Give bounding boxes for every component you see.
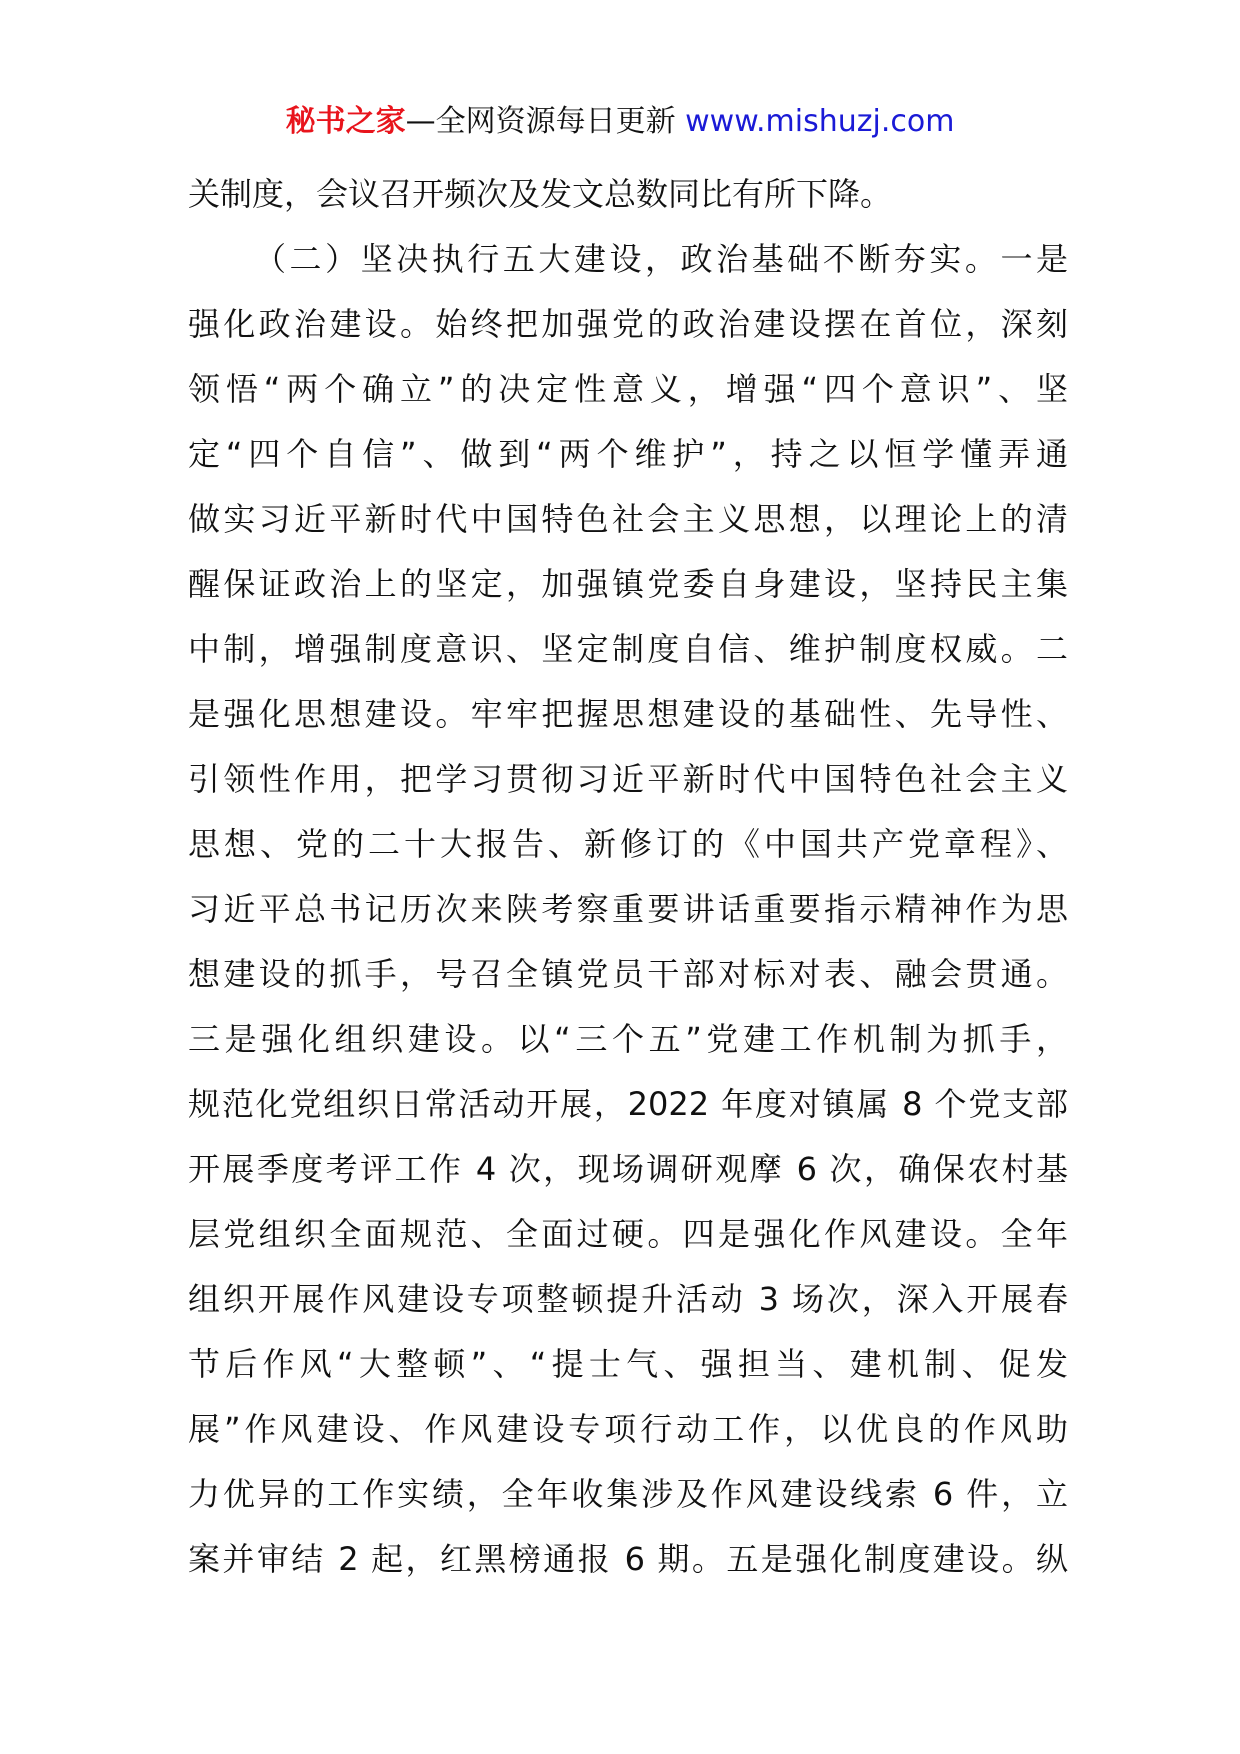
text-line: 引领性作用，把学习贯彻习近平新时代中国特色社会主义 [188, 760, 1068, 798]
text-line: 强化政治建设。始终把加强党的政治建设摆在首位，深刻 [188, 305, 1068, 343]
text-line: 思想、党的二十大报告、新修订的《中国共产党章程》、 [188, 825, 1068, 863]
text-line: 三是强化组织建设。以“三个五”党建工作机制为抓手， [188, 1020, 1068, 1058]
text-line: 习近平总书记历次来陕考察重要讲话重要指示精神作为思 [188, 890, 1068, 928]
text-line: （二）坚决执行五大建设，政治基础不断夯实。一是 [254, 240, 1068, 278]
text-line: 想建设的抓手，号召全镇党员干部对标对表、融会贯通。 [188, 955, 1068, 993]
text-line: 中制，增强制度意识、坚定制度自信、维护制度权威。二 [188, 630, 1068, 668]
text-line: 节后作风“大整顿”、“提士气、强担当、建机制、促发 [188, 1345, 1068, 1383]
document-body [188, 162, 1068, 1592]
text-line: 开展季度考评工作 4 次，现场调研观摩 6 次，确保农村基 [188, 1150, 1068, 1188]
page-header [0, 100, 1240, 144]
text-line: 案并审结 2 起，红黑榜通报 6 期。五是强化制度建设。纵 [188, 1540, 1068, 1578]
brand-name: 秘书之家 [285, 104, 406, 139]
text-line: 组织开展作风建设专项整顿提升活动 3 场次，深入开展春 [188, 1280, 1068, 1318]
text-line: 定“四个自信”、做到“两个维护”，持之以恒学懂弄通 [188, 435, 1068, 473]
text-line: 层党组织全面规范、全面过硬。四是强化作风建设。全年 [188, 1215, 1068, 1253]
header-tagline: —全网资源每日更新 [405, 104, 676, 139]
text-line: 是强化思想建设。牢牢把握思想建设的基础性、先导性、 [188, 695, 1068, 733]
text-line: 力优异的工作实绩，全年收集涉及作风建设线索 6 件，立 [188, 1475, 1068, 1513]
text-line: 醒保证政治上的坚定，加强镇党委自身建设，坚持民主集 [188, 565, 1068, 603]
text-line: 关制度，会议召开频次及发文总数同比有所下降。 [188, 175, 893, 213]
website-link[interactable]: www.mishuzj.com [685, 104, 955, 139]
text-line: 规范化党组织日常活动开展，2022 年度对镇属 8 个党支部 [188, 1085, 1068, 1123]
text-line: 做实习近平新时代中国特色社会主义思想，以理论上的清 [188, 500, 1068, 538]
text-line: 展”作风建设、作风建设专项行动工作，以优良的作风助 [188, 1410, 1068, 1448]
text-line: 领悟“两个确立”的决定性意义，增强“四个意识”、坚 [188, 370, 1068, 408]
